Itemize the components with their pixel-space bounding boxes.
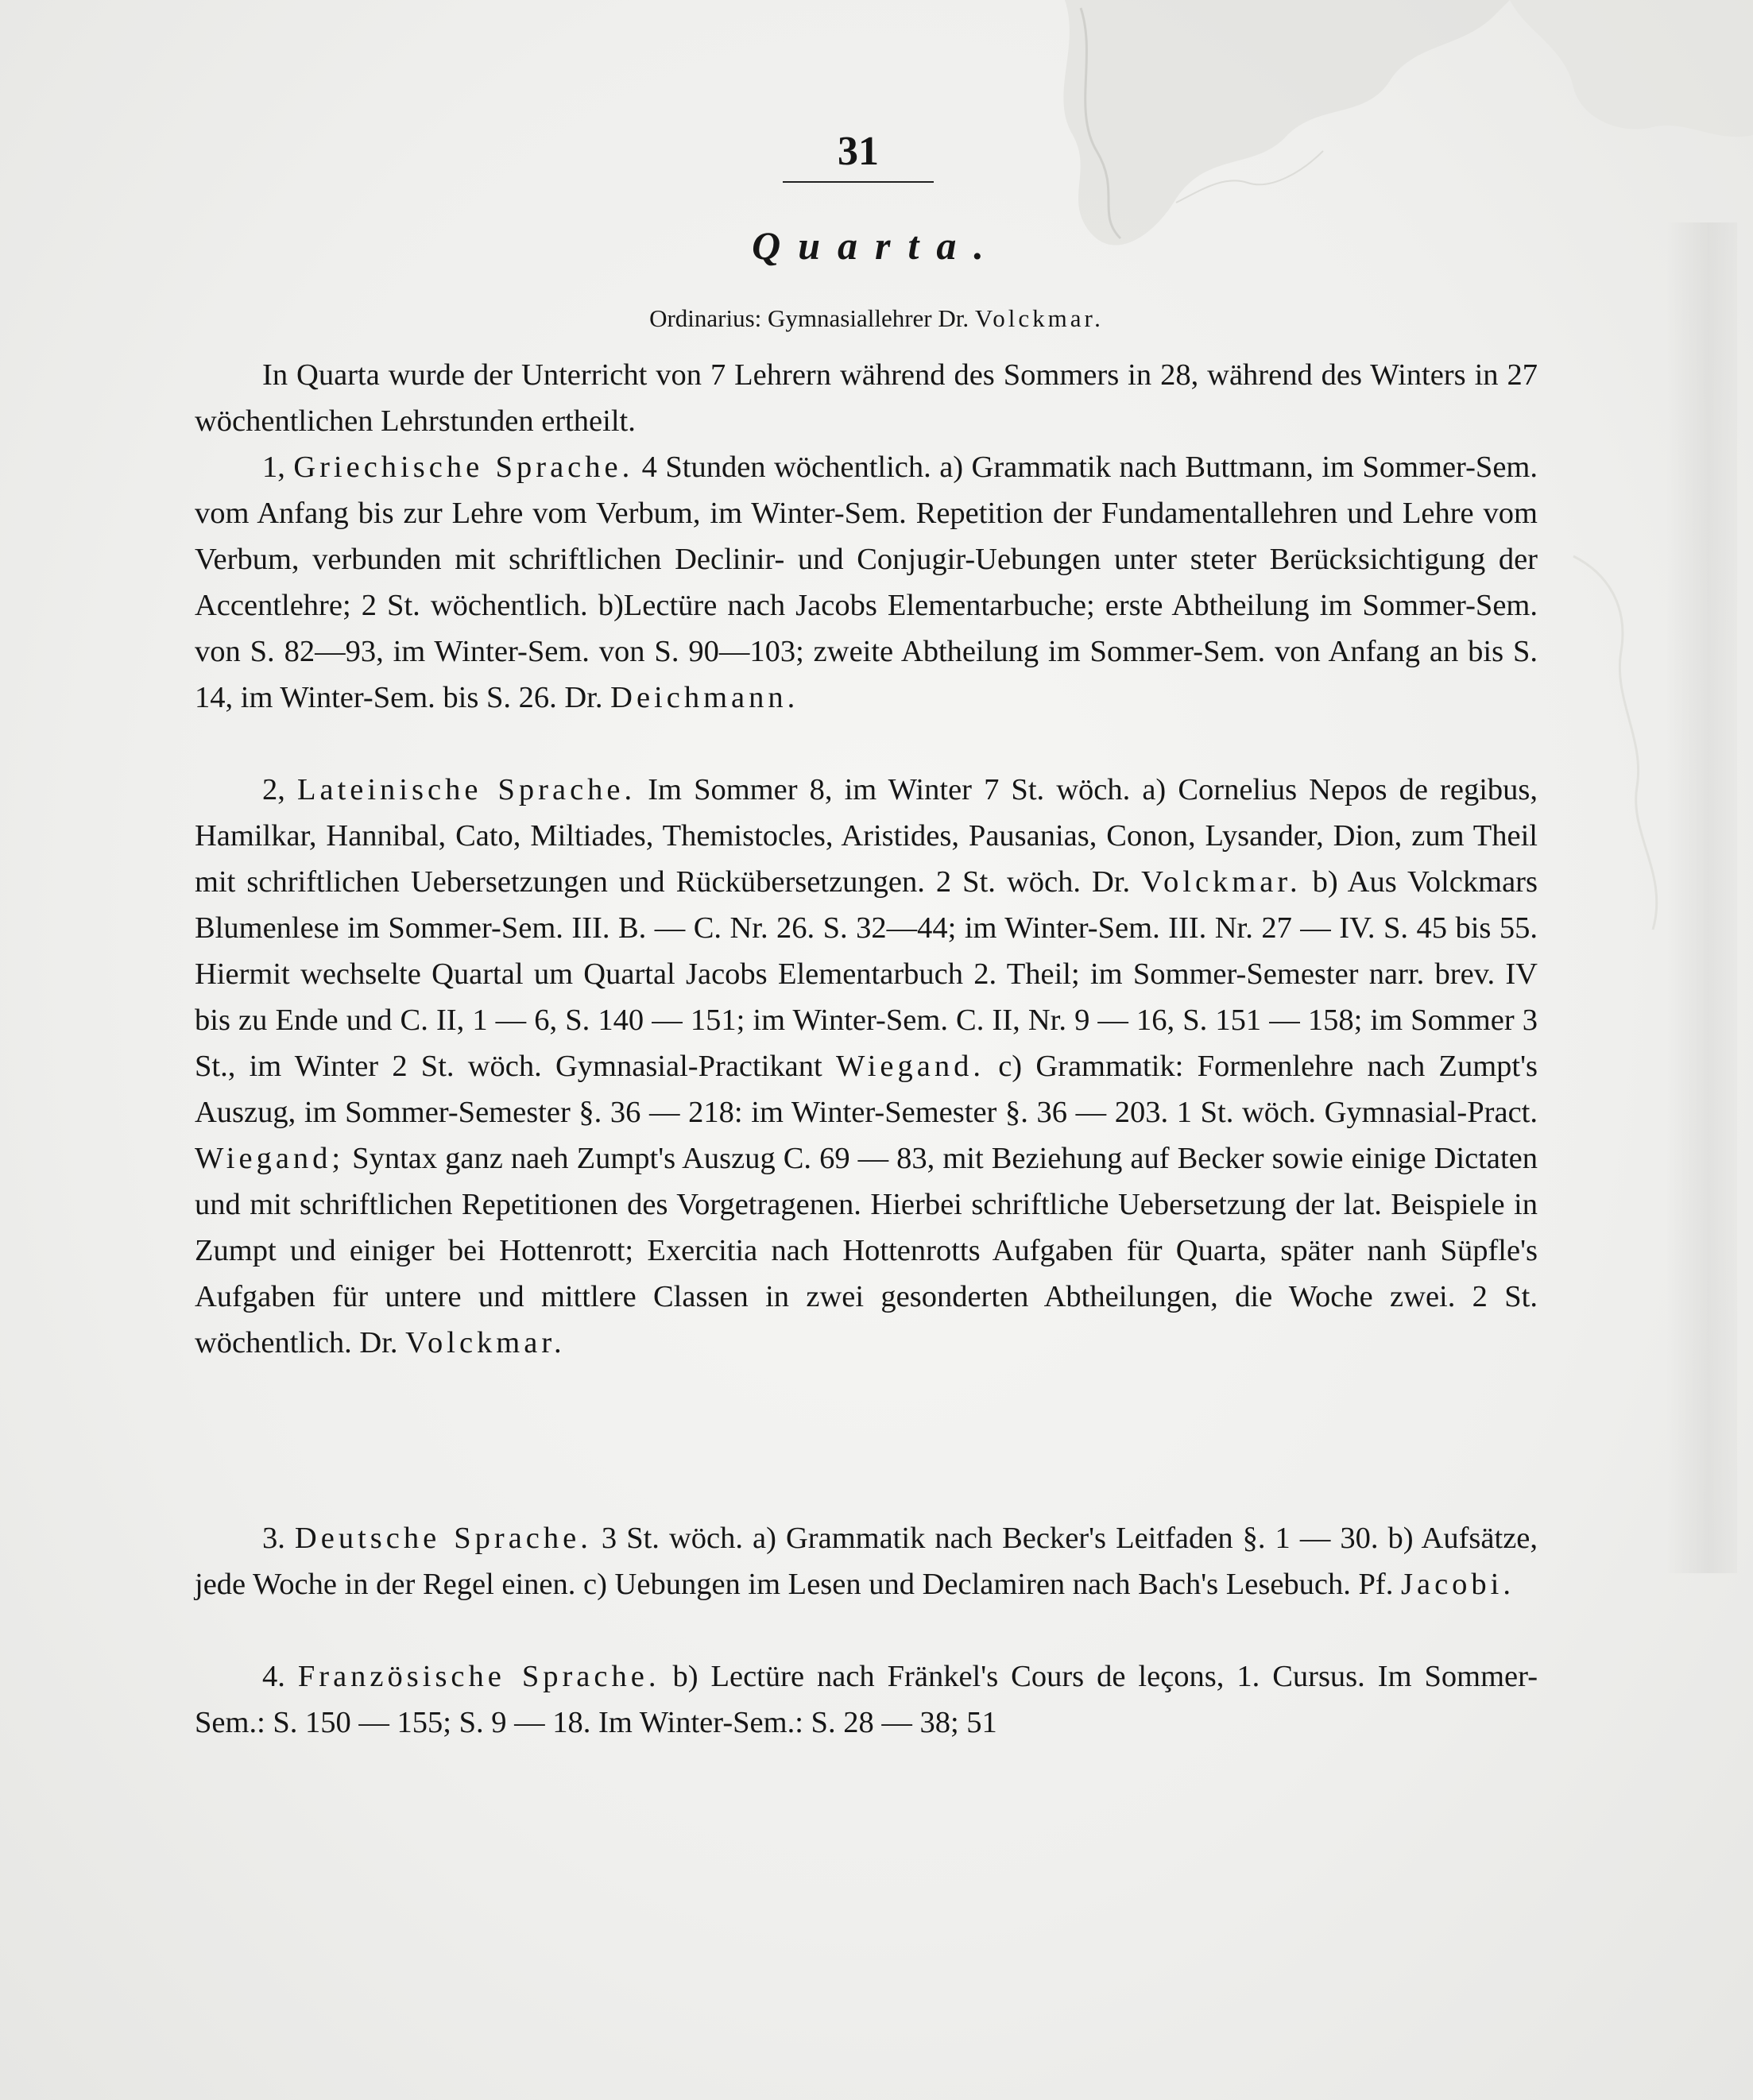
page-number: 31 (838, 129, 879, 174)
latin-paragraph (195, 767, 1538, 1366)
german-teacher-name: Jacobi. (1401, 1568, 1515, 1601)
greek-teacher-prefix: Dr. (564, 681, 603, 714)
latin-number: 2, (262, 773, 285, 806)
latin-body-b: b) Aus Volckmars Blumenlese im Sommer-Sem. III. B. — C. Nr. 26. S. 32—44; im Winter-Sem. III. Nr. 27 — IV. S. 45 bis 55. Hiermit wechselte Quartal um Quartal Jacobs Elementarbuch 2. Theil; im Sommer-Semester narr. brev. IV bis zu Ende und C. II, 1 — 6, S. 140 — 151; im Winter-Sem. C. II, Nr. 9 — 16, S. 151 — 158; im Sommer 3 St., im Winter 2 St. wöch. Gymnasial-Practikant (195, 865, 1538, 1083)
french-paragraph (195, 1653, 1538, 1746)
section-title: Quarta. (752, 223, 1001, 268)
latin-subject: Lateinische Sprache. (296, 773, 637, 806)
intro-paragraph: In Quarta wurde der Unterricht von 7 Lehrern während des Sommers in 28, während des Winters in 27 wöchentlichen Lehrstunden ertheilt. (195, 358, 1538, 438)
ordinarius-line (0, 304, 1753, 333)
latin-teacher-name-1: Volckmar. (1141, 865, 1302, 899)
greek-number: 1, (262, 451, 285, 484)
page-number-rule (783, 181, 934, 183)
greek-body: 4 Stunden wöchentlich. a) Grammatik nach Buttmann, im Sommer-Sem. vom Anfang bis zur Lehre vom Verbum, im Winter-Sem. Repetition der Fundamentallehren und Lehre vom Verbum, verbunden mit schriftlichen Declinir- und Conjugir-Uebungen unter steter Berücksichtigung der Accentlehre; 2 St. wöchentlich. b)Lectüre nach Jacobs Elementarbuche; erste Abtheilung im Sommer-Sem. von S. 82—93, im Winter-Sem. von S. 90—103; zweite Abtheilung im Sommer-Sem. von Anfang an bis S. 14, im Winter-Sem. bis S. 26. (195, 451, 1538, 714)
ordinarius-label: Ordinarius: (649, 304, 762, 332)
greek-teacher-name: Deichmann. (610, 681, 799, 714)
german-body: 3 St. wöch. a) Grammatik nach Becker's Leitfaden §. 1 — 30. b) Aufsätze, jede Woche in der Regel einen. c) Uebungen im Lesen und Declamiren nach Bach's Lesebuch. Pf. (195, 1522, 1538, 1601)
french-number: 4. (262, 1660, 285, 1693)
german-paragraph (195, 1515, 1538, 1607)
greek-paragraph (195, 444, 1538, 721)
latin-body-d: Syntax ganz naeh Zumpt's Auszug C. 69 — 83, mit Beziehung auf Becker sowie einige Dictaten und mit schriftlichen Repetitionen des Vorgetragenen. Hierbei schriftliche Uebersetzung der lat. Beispiele in Zumpt und einiger bei Hottenrott; Exercitia nach Hottenrotts Aufgaben für Quarta, später nanh Süpfle's Aufgaben für untere und mittlere Classen in zwei gesonderten Abtheilungen, die Woche zwei. 2 St. wöchentlich. Dr. (195, 1142, 1538, 1359)
ordinarius-role: Gymnasiallehrer Dr. (768, 304, 969, 332)
ordinarius-name: Volckmar. (974, 304, 1104, 332)
german-subject: Deutsche Sprache. (294, 1522, 592, 1555)
greek-subject: Griechische Sprache. (293, 451, 634, 484)
french-body: b) Lectüre nach Fränkel's Cours de leçons, 1. Cursus. Im Sommer-Sem.: S. 150 — 155; S. 9 — 18. Im Winter-Sem.: S. 28 — 38; 51 (195, 1660, 1538, 1739)
latin-body-c: c) Grammatik: Formenlehre nach Zumpt's Auszug, im Sommer-Semester §. 36 — 218: im Winter-Semester §. 36 — 203. 1 St. wöch. Gymnasial-Pract. (195, 1050, 1538, 1129)
german-number: 3. (262, 1522, 285, 1555)
french-subject: Französische Sprache. (297, 1660, 660, 1693)
latin-teacher-name-4: Volckmar. (405, 1326, 566, 1359)
latin-teacher-name-2: Wiegand. (835, 1050, 985, 1083)
show-through-shadow (1666, 222, 1737, 1573)
latin-teacher-name-3: Wiegand; (195, 1142, 345, 1175)
latin-body-a: Im Sommer 8, im Winter 7 St. wöch. a) Cornelius Nepos de regibus, Hamilkar, Hannibal, Cato, Miltiades, Themistocles, Aristides, Pausanias, Conon, Lysander, Dion, zum Theil mit schriftlichen Uebersetzungen und Rückübersetzungen. 2 St. wöch. Dr. (195, 773, 1538, 899)
